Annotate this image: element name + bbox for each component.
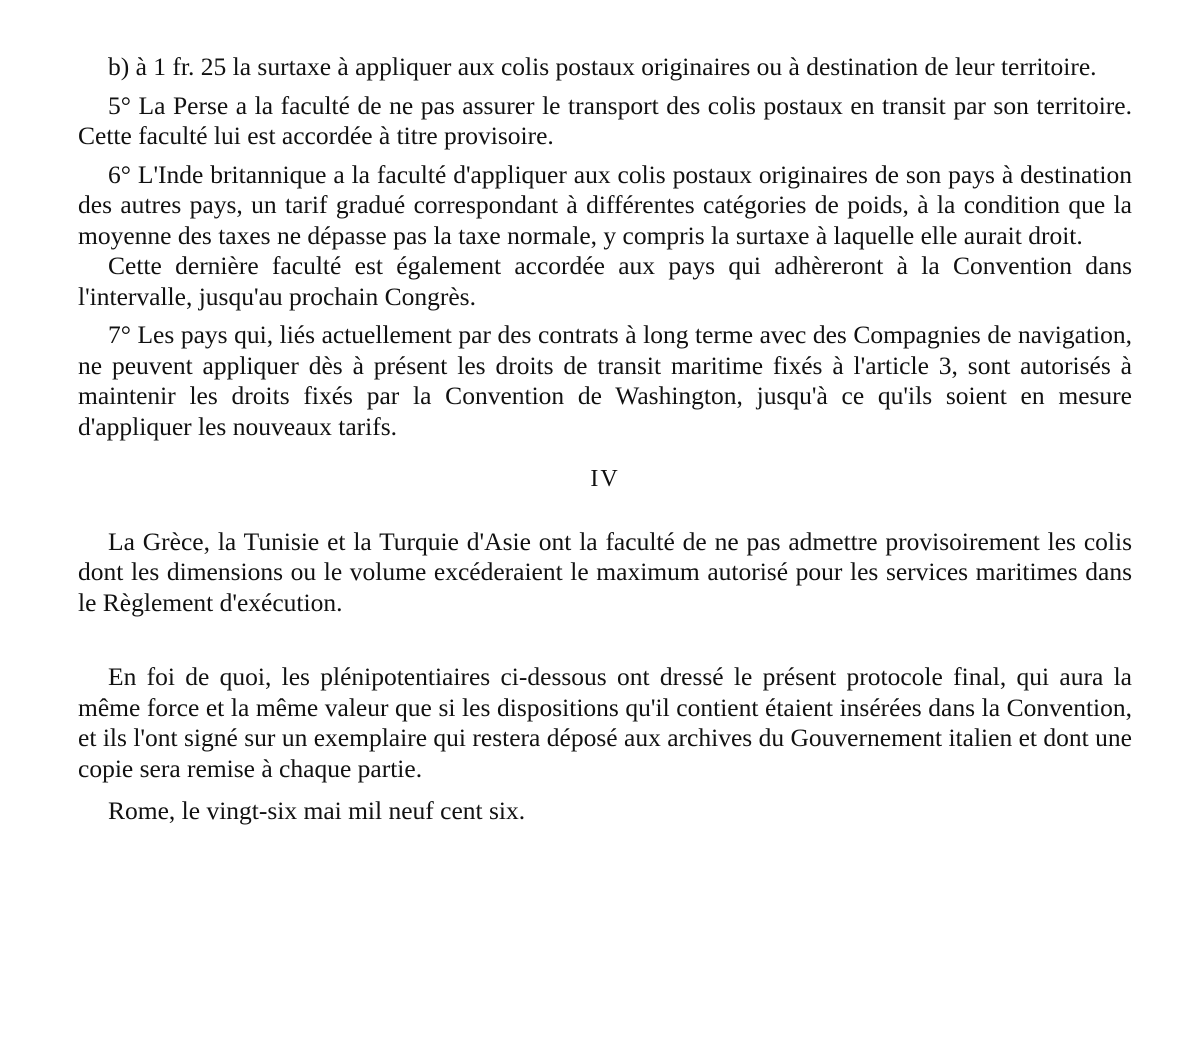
document-page — [78, 52, 1132, 827]
paragraph-7: 7° Les pays qui, liés actuellement par des contrats à long terme avec des Compagnies de navigation, ne peuvent appliquer dès à présent les droits de transit maritime fixés à l'article 3, sont autorisés à maintenir les droits fixés par la Convention de Washington, jusqu'à ce qu'ils soient en mesure d'appliquer les nouveaux tarifs. — [78, 320, 1132, 441]
paragraph-5: 5° La Perse a la faculté de ne pas assurer le transport des colis postaux en transit par son territoire. Cette faculté lui est accordée à titre provisoire. — [78, 90, 1132, 150]
paragraph-6-continued: Cette dernière faculté est également accordée aux pays qui adhèreront à la Convention dans l'intervalle, jusqu'au prochain Congrès. — [78, 251, 1132, 311]
paragraph-final: En foi de quoi, les plénipotentiaires ci-dessous ont dressé le présent protocole final, qui aura la même force et la même valeur que si les dispositions qu'il contient étaient insérées dans la Convention, et ils l'ont signé sur un exemplaire qui restera déposé aux archives du Gouvernement italien et dont une copie sera remise à chaque partie. — [78, 662, 1132, 783]
paragraph-iv: La Grèce, la Tunisie et la Turquie d'Asie ont la faculté de ne pas admettre provisoirement les colis dont les dimensions ou le volume excéderaient le maximum autorisé pour les services maritimes dans le Règlement d'exécution. — [78, 526, 1132, 617]
section-heading-iv: IV — [590, 466, 620, 492]
closing-line: Rome, le vingt-six mai mil neuf cent six. — [108, 796, 526, 825]
paragraph-6: 6° L'Inde britannique a la faculté d'appliquer aux colis postaux originaires de son pays à destination des autres pays, un tarif gradué correspondant à différentes catégories de poids, à la condition que la moyenne des taxes ne dépasse pas la taxe normale, y compris la surtaxe à laquelle elle aurait droit. — [78, 159, 1132, 250]
paragraph-b: b) à 1 fr. 25 la surtaxe à appliquer aux colis postaux originaires ou à destination de leur territoire. — [108, 52, 1097, 81]
